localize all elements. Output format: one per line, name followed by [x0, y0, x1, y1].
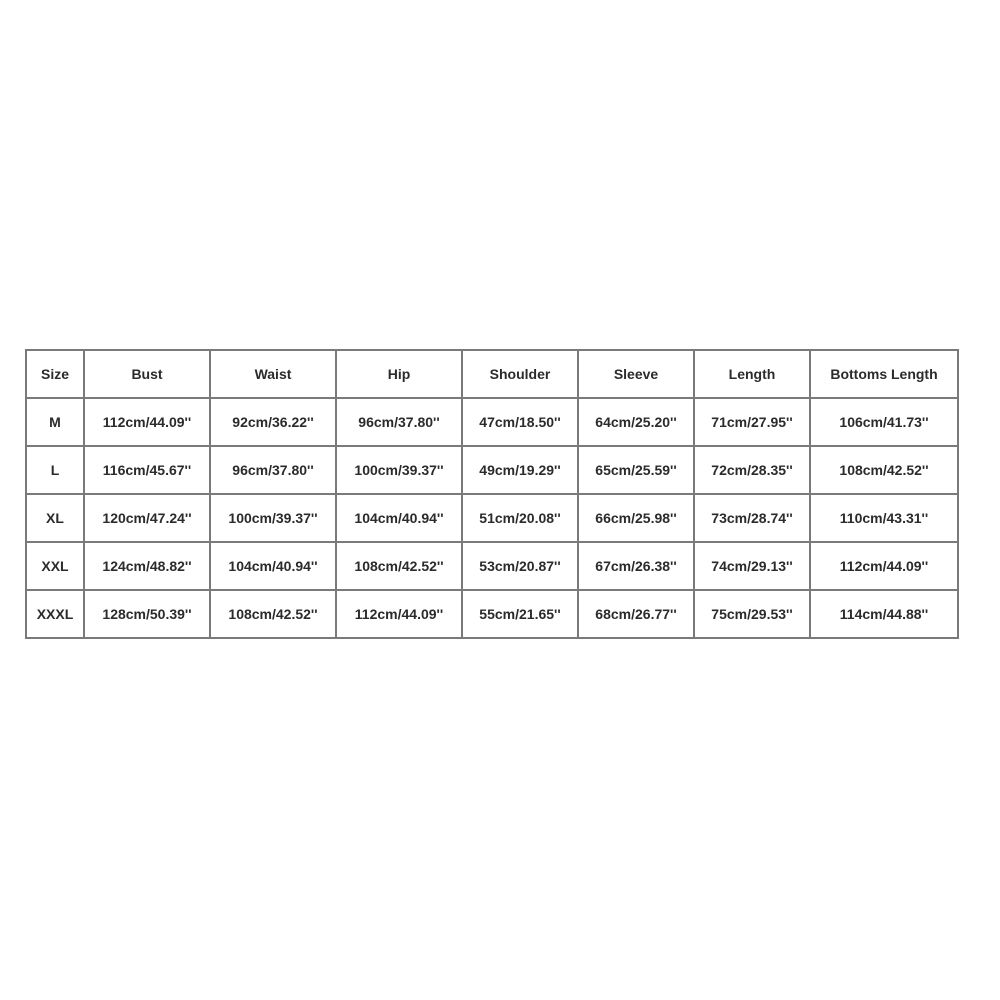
- cell-hip: 100cm/39.37'': [336, 446, 462, 494]
- cell-waist: 100cm/39.37'': [210, 494, 336, 542]
- cell-shoulder: 49cm/19.29'': [462, 446, 578, 494]
- cell-length: 74cm/29.13'': [694, 542, 810, 590]
- cell-bust: 120cm/47.24'': [84, 494, 210, 542]
- header-sleeve: Sleeve: [578, 350, 694, 398]
- header-bottoms-length: Bottoms Length: [810, 350, 958, 398]
- cell-waist: 108cm/42.52'': [210, 590, 336, 638]
- cell-hip: 104cm/40.94'': [336, 494, 462, 542]
- cell-hip: 112cm/44.09'': [336, 590, 462, 638]
- header-waist: Waist: [210, 350, 336, 398]
- cell-length: 73cm/28.74'': [694, 494, 810, 542]
- cell-bottoms-length: 108cm/42.52'': [810, 446, 958, 494]
- header-bust: Bust: [84, 350, 210, 398]
- cell-size: XL: [26, 494, 84, 542]
- cell-bottoms-length: 110cm/43.31'': [810, 494, 958, 542]
- cell-length: 75cm/29.53'': [694, 590, 810, 638]
- table-row: [26, 542, 958, 590]
- cell-hip: 108cm/42.52'': [336, 542, 462, 590]
- cell-bottoms-length: 106cm/41.73'': [810, 398, 958, 446]
- cell-sleeve: 66cm/25.98'': [578, 494, 694, 542]
- cell-sleeve: 64cm/25.20'': [578, 398, 694, 446]
- cell-shoulder: 53cm/20.87'': [462, 542, 578, 590]
- cell-size: XXXL: [26, 590, 84, 638]
- cell-size: L: [26, 446, 84, 494]
- cell-bust: 124cm/48.82'': [84, 542, 210, 590]
- table-header-row: [26, 350, 958, 398]
- table-row: [26, 446, 958, 494]
- size-chart-table: [25, 349, 959, 639]
- cell-hip: 96cm/37.80'': [336, 398, 462, 446]
- cell-sleeve: 68cm/26.77'': [578, 590, 694, 638]
- table-row: [26, 398, 958, 446]
- cell-bottoms-length: 114cm/44.88'': [810, 590, 958, 638]
- header-hip: Hip: [336, 350, 462, 398]
- table-row: [26, 494, 958, 542]
- header-shoulder: Shoulder: [462, 350, 578, 398]
- cell-bust: 112cm/44.09'': [84, 398, 210, 446]
- table-row: [26, 590, 958, 638]
- cell-shoulder: 55cm/21.65'': [462, 590, 578, 638]
- cell-bust: 128cm/50.39'': [84, 590, 210, 638]
- cell-length: 72cm/28.35'': [694, 446, 810, 494]
- cell-waist: 92cm/36.22'': [210, 398, 336, 446]
- cell-shoulder: 51cm/20.08'': [462, 494, 578, 542]
- cell-sleeve: 67cm/26.38'': [578, 542, 694, 590]
- cell-bottoms-length: 112cm/44.09'': [810, 542, 958, 590]
- cell-sleeve: 65cm/25.59'': [578, 446, 694, 494]
- header-length: Length: [694, 350, 810, 398]
- cell-waist: 104cm/40.94'': [210, 542, 336, 590]
- cell-size: M: [26, 398, 84, 446]
- cell-size: XXL: [26, 542, 84, 590]
- cell-shoulder: 47cm/18.50'': [462, 398, 578, 446]
- cell-waist: 96cm/37.80'': [210, 446, 336, 494]
- header-size: Size: [26, 350, 84, 398]
- cell-bust: 116cm/45.67'': [84, 446, 210, 494]
- cell-length: 71cm/27.95'': [694, 398, 810, 446]
